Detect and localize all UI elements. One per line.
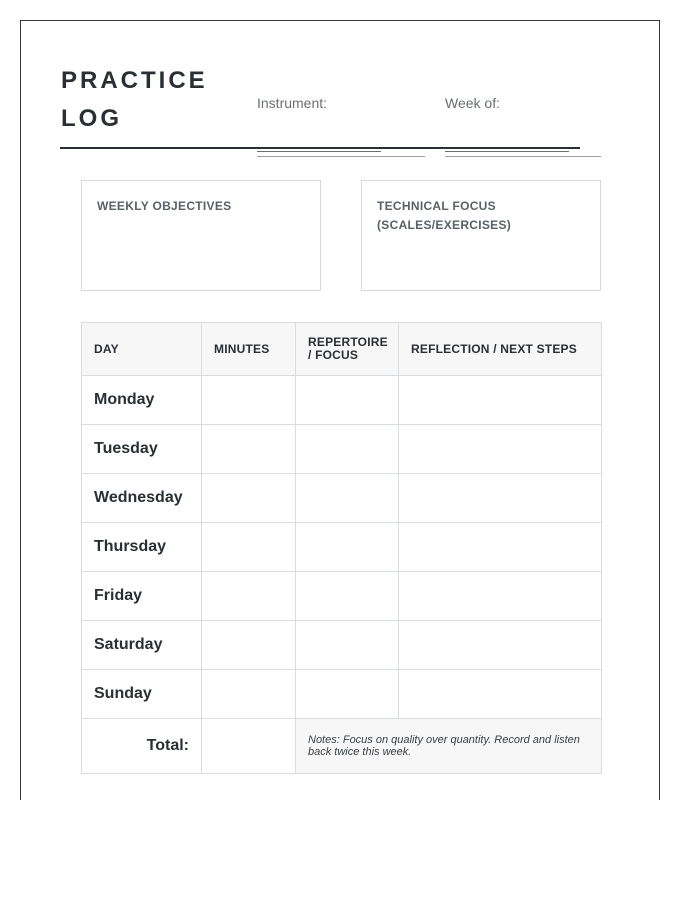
minutes-cell[interactable] xyxy=(202,474,296,523)
header-divider xyxy=(60,147,580,149)
day-cell: Wednesday xyxy=(82,474,202,523)
reflection-cell[interactable] xyxy=(399,474,602,523)
title-line-2: LOG xyxy=(61,105,122,132)
column-header-day: DAY xyxy=(82,323,202,376)
technical-focus-title-line-1: TECHNICAL FOCUS xyxy=(377,199,496,213)
practice-log-table xyxy=(81,322,602,774)
minutes-cell[interactable] xyxy=(202,670,296,719)
reflection-cell[interactable] xyxy=(399,621,602,670)
table-row xyxy=(82,670,602,719)
minutes-cell[interactable] xyxy=(202,621,296,670)
table-row xyxy=(82,425,602,474)
column-header-minutes: MINUTES xyxy=(202,323,296,376)
weekly-objectives-title: WEEKLY OBJECTIVES xyxy=(97,199,232,213)
instrument-label: Instrument: xyxy=(257,95,328,111)
column-header-repertoire xyxy=(296,323,399,376)
reflection-cell[interactable] xyxy=(399,670,602,719)
technical-focus-title-line-2: (SCALES/EXERCISES) xyxy=(377,218,512,232)
total-row xyxy=(82,719,602,774)
column-header-reflection: REFLECTION / NEXT STEPS xyxy=(399,323,602,376)
reflection-cell[interactable] xyxy=(399,572,602,621)
table-header-row xyxy=(82,323,602,376)
minutes-cell[interactable] xyxy=(202,523,296,572)
instrument-field-line[interactable] xyxy=(257,151,381,152)
day-cell: Thursday xyxy=(82,523,202,572)
repertoire-cell[interactable] xyxy=(296,523,399,572)
week-of-field-line[interactable] xyxy=(445,151,569,152)
table-row xyxy=(82,376,602,425)
repertoire-header-line-2: / FOCUS xyxy=(308,348,359,362)
technical-focus-title xyxy=(377,197,585,235)
technical-focus-box[interactable] xyxy=(361,180,601,291)
repertoire-cell[interactable] xyxy=(296,425,399,474)
week-of-field-underline xyxy=(445,156,601,157)
repertoire-cell[interactable] xyxy=(296,621,399,670)
table-row xyxy=(82,621,602,670)
repertoire-cell[interactable] xyxy=(296,572,399,621)
day-cell: Friday xyxy=(82,572,202,621)
notes-cell: Notes: Focus on quality over quantity. Record and listen back twice this week. xyxy=(296,719,602,774)
day-cell: Tuesday xyxy=(82,425,202,474)
week-of-label: Week of: xyxy=(445,95,500,111)
minutes-cell[interactable] xyxy=(202,425,296,474)
repertoire-cell[interactable] xyxy=(296,670,399,719)
reflection-cell[interactable] xyxy=(399,523,602,572)
reflection-cell[interactable] xyxy=(399,425,602,474)
total-label: Total: xyxy=(82,719,202,774)
reflection-cell[interactable] xyxy=(399,376,602,425)
repertoire-cell[interactable] xyxy=(296,376,399,425)
minutes-cell[interactable] xyxy=(202,376,296,425)
table-row xyxy=(82,523,602,572)
weekly-objectives-box[interactable] xyxy=(81,180,321,291)
page-title xyxy=(61,62,208,138)
day-cell: Saturday xyxy=(82,621,202,670)
minutes-cell[interactable] xyxy=(202,572,296,621)
table-row xyxy=(82,572,602,621)
repertoire-header-line-1: REPERTOIRE xyxy=(308,335,388,349)
instrument-field-underline xyxy=(257,156,425,157)
total-minutes-cell[interactable] xyxy=(202,719,296,774)
day-cell: Sunday xyxy=(82,670,202,719)
title-line-1: PRACTICE xyxy=(61,67,208,94)
day-cell: Monday xyxy=(82,376,202,425)
table-row xyxy=(82,474,602,523)
repertoire-cell[interactable] xyxy=(296,474,399,523)
